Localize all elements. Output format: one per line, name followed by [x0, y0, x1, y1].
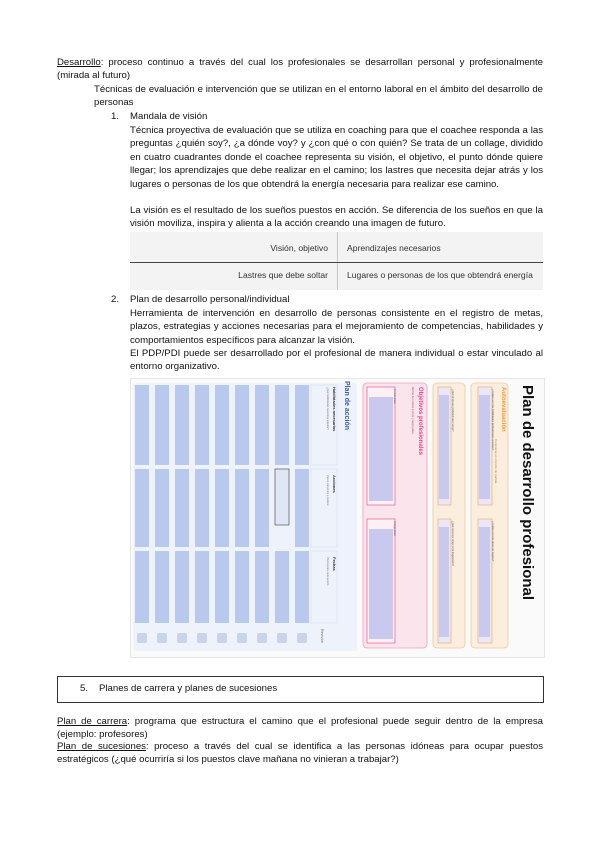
intro-text: : proceso continuo a través del cual los profesionales se desarrollan personal y profesionalmente (mirada al futuro): [57, 57, 543, 82]
plan-carrera-text: : programa que estructura el camino que el profesional puede seguir dentro de la empresa (ejemplo: profesores): [57, 716, 544, 741]
svg-text:Fechas: Fechas: [332, 557, 337, 571]
plan-accion-panel: [133, 381, 357, 651]
pdp-template-drawing: [131, 379, 544, 657]
pdp-template-image: [130, 378, 545, 658]
svg-text:¿Cuáles son mis áreas de mejor: ¿Cuáles son mis áreas de mejora?: [491, 521, 494, 562]
svg-text:¿Qué intereses profesionales t: ¿Qué intereses profesionales tengo?: [451, 389, 454, 432]
intro-paragraph: [57, 56, 543, 83]
svg-text:Acciones: Acciones: [332, 475, 337, 493]
intro-term: Desarrollo: [57, 57, 101, 68]
item2-title: Plan de desarrollo personal/individual: [130, 294, 290, 305]
svg-text:A corto plazo: A corto plazo: [393, 389, 396, 404]
intereses-panel: [433, 383, 465, 648]
svg-text:¿Qué habilidades necesitas adq: ¿Qué habilidades necesitas adquirir?: [326, 387, 329, 430]
mandala-cell-energia: Lugares o personas de los que obtendrá energía: [347, 270, 533, 280]
svg-text:¿Qué recursos tengo a mi dispo: ¿Qué recursos tengo a mi disposición?: [451, 521, 454, 566]
item1-paragraph2: La visión es el resultado de los sueños puestos en acción. Se diferencia de los sueños en que la visión moviliza, inspira y alienta a la acción creando una imagen de futuro.: [130, 205, 543, 230]
section5-box: [57, 676, 544, 703]
mandala-cell-aprendizajes: Aprendizajes necesarios: [347, 243, 441, 253]
item2-paragraph1: Herramienta de intervención en desarrollo de personas consistente en el registro de metas, plazos, estrategias y acciones necesarias para el mejoramiento de competencias, habilidades y comportamientos específicos para alcanzar la visión.: [130, 308, 543, 346]
section5-title: Planes de carrera y planes de sucesiones: [99, 683, 278, 694]
svg-text:Define tus metas a corto y lar: Define tus metas a corto y largo plazo: [411, 387, 415, 434]
autoevaluacion-panel: [471, 383, 508, 648]
item1-paragraph1: Técnica proyectiva de evaluación que se utiliza en coaching para que el coachee responda a las preguntas ¿quién soy?, ¿a dónde voy? y ¿con qué o con quién? Se trata de un collage, dividido en cuatro cuadrantes donde el coachee representa su visión, el objetivo, el punto dónde quiere llegar; los aprendizajes que debe realizar en el camino; los lastres que necesita dejar atrás y los lugares o personas de los que obtendrá la energía necesaria para realizar ese camino.: [130, 125, 543, 190]
plan-sucesiones-paragraph: [57, 740, 543, 767]
item1-heading: [111, 110, 208, 123]
svg-text:Objetivos profesionales: Objetivos profesionales: [417, 387, 423, 456]
svg-text:A largo plazo: A largo plazo: [393, 521, 396, 536]
svg-text:Pasos concretos a realizar: Pasos concretos a realizar: [326, 475, 329, 506]
plan-carrera-term: Plan de carrera: [57, 716, 128, 727]
plan-sucesiones-term: Plan de sucesiones: [57, 741, 146, 752]
svg-text:¿Cuáles son mis habilidades pr: ¿Cuáles son mis habilidades profesionales actuales?: [491, 389, 494, 451]
svg-text:Plan de acción: Plan de acción: [343, 381, 350, 431]
techniques-intro: Técnicas de evaluación e intervención que se utilizan en el entorno laboral en el ámbito del desarrollo de personas: [94, 84, 543, 109]
svg-text:Autoevaluación: Autoevaluación: [500, 387, 506, 432]
mandala-cell-lastres: Lastres que debe soltar: [238, 270, 328, 280]
item1-number: 1.: [111, 111, 120, 122]
objetivos-panel: [363, 383, 427, 648]
svg-text:Plazos para cada acción: Plazos para cada acción: [326, 557, 329, 586]
svg-text:Conocerse es el punto de parti: Conocerse es el punto de partida: [494, 439, 498, 484]
section5-number: 5.: [80, 683, 89, 694]
mandala-cell-vision: Visión, objetivo: [270, 243, 328, 253]
mandala-table: [130, 232, 543, 290]
item1-title: Mandala de visión: [130, 111, 208, 122]
item2-paragraph2: El PDP/PDI puede ser desarrollado por el profesional de manera individual o estar vinculado al entorno organizativo.: [130, 348, 543, 373]
svg-text:Habilidades necesarias: Habilidades necesarias: [332, 387, 337, 432]
item2-number: 2.: [111, 294, 120, 305]
plan-sucesiones-text: : proceso a través del cual se identifica a las personas idóneas para ocupar puestos estratégicos (¿qué ocurriría si los puestos clave mañana no vinieran a trabajar?): [57, 741, 543, 766]
plan-carrera-paragraph: [57, 715, 543, 742]
svg-text:Revisión: Revisión: [320, 629, 324, 643]
pdp-title: Plan de desarrollo profesional: [519, 385, 536, 601]
item2-heading: [111, 293, 290, 306]
